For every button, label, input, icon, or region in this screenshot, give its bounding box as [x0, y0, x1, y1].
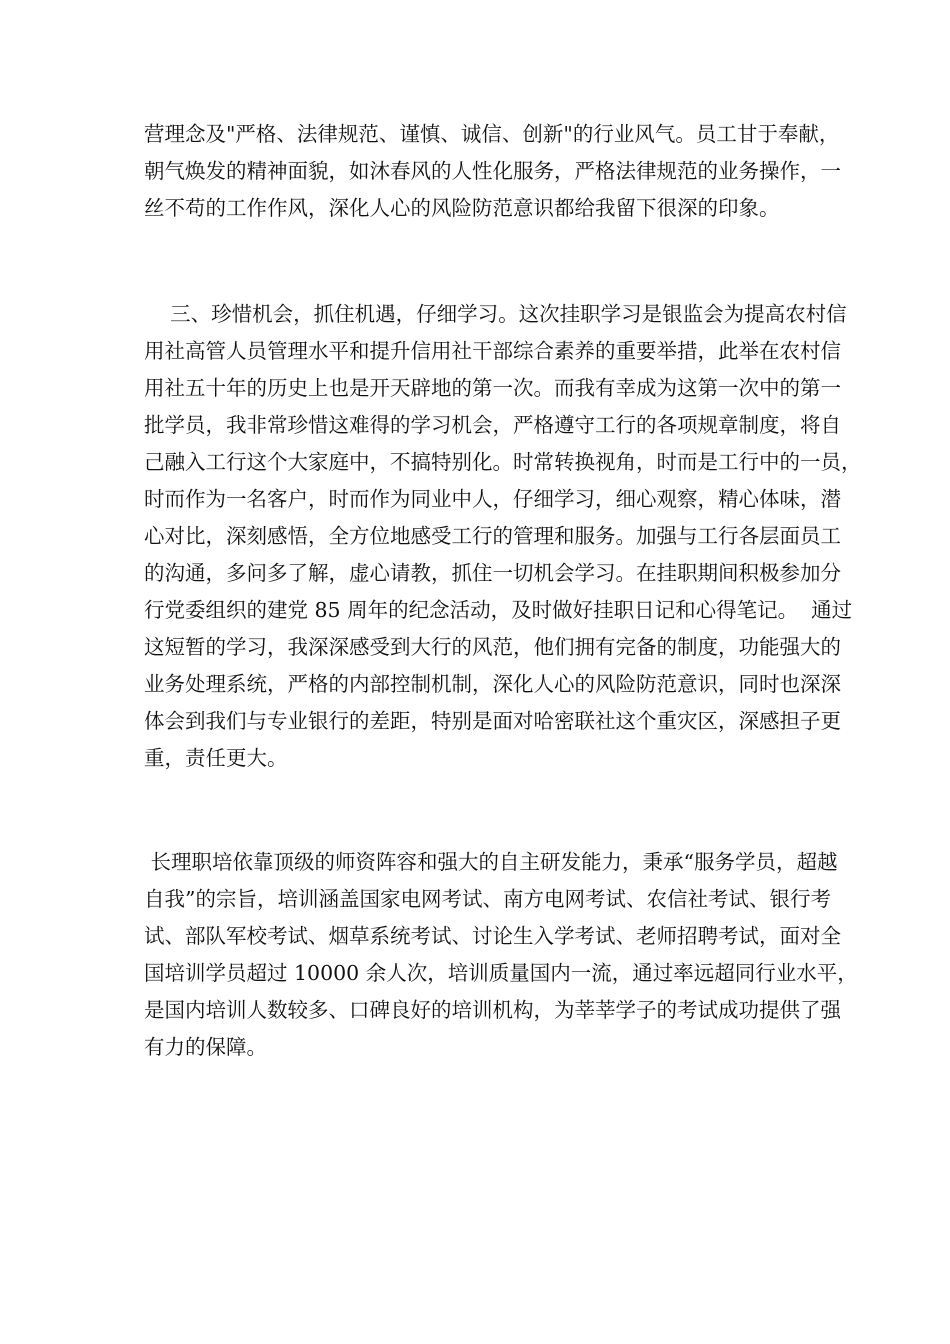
paragraph-1-line: 丝不苟的工作作风，深化人心的风险防范意识都给我留下很深的印象。 — [144, 196, 780, 220]
paragraph-3-line: 试、部队军校考试、烟草系统考试、讨论生入学考试、老师招聘考试，面对全 — [144, 924, 841, 948]
paragraph-3-line: 长理职培依靠顶级的师资阵容和强大的自主研发能力，秉承“服务学员，超越 — [144, 850, 838, 874]
paragraph-2-line: 重，责任更大。 — [144, 746, 288, 770]
paragraph-1-line: 营理念及"严格、法律规范、谨慎、诚信、创新"的行业风气。员工甘于奉献， — [144, 122, 840, 146]
paragraph-2-line: 批学员，我非常珍惜这难得的学习机会，严格遵守工行的各项规章制度，将自 — [144, 413, 841, 437]
paragraph-3-line: 是国内培训人数较多、口碑良好的培训机构，为莘莘学子的考试成功提供了强 — [144, 998, 841, 1022]
paragraph-2-line: 行党委组织的建党 85 周年的纪念活动，及时做好挂职日记和心得笔记。 通过 — [144, 598, 853, 622]
paragraph-2-line: 己融入工行这个大家庭中，不搞特别化。时常转换视角，时而是工行中的一员， — [144, 450, 862, 474]
paragraph-2-line: 体会到我们与专业银行的差距，特别是面对哈密联社这个重灾区，深感担子更 — [144, 709, 841, 733]
paragraph-2-line: 心对比，深刻感悟，全方位地感受工行的管理和服务。加强与工行各层面员工 — [144, 524, 841, 548]
paragraph-2-line: 时而作为一名客户，时而作为同业中人，仔细学习，细心观察，精心体味，潜 — [144, 487, 841, 511]
paragraph-3-line: 自我”的宗旨，培训涵盖国家电网考试、南方电网考试、农信社考试、银行考 — [144, 887, 831, 911]
paragraph-2-line: 这短暂的学习，我深深感受到大行的风范，他们拥有完备的制度，功能强大的 — [144, 635, 841, 659]
paragraph-2-line: 用社五十年的历史上也是开天辟地的第一次。而我有幸成为这第一次中的第一 — [144, 376, 841, 400]
paragraph-3-line: 有力的保障。 — [144, 1035, 267, 1059]
paragraph-2-line: 用社高管人员管理水平和提升信用社干部综合素养的重要举措，此举在农村信 — [144, 339, 841, 363]
paragraph-2-line: 业务处理系统，严格的内部控制机制，深化人心的风险防范意识，同时也深深 — [144, 672, 841, 696]
paragraph-3-line: 国培训学员超过 10000 余人次，培训质量国内一流，通过率远超同行业水平， — [144, 961, 858, 985]
paragraph-2-line: 的沟通，多问多了解，虚心请教，抓住一切机会学习。在挂职期间积极参加分 — [144, 561, 841, 585]
paragraph-2-line: 三、珍惜机会，抓住机遇，仔细学习。这次挂职学习是银监会为提高农村信 — [144, 302, 847, 326]
paragraph-1-line: 朝气焕发的精神面貌，如沐春风的人性化服务，严格法律规范的业务操作，一 — [144, 159, 841, 183]
